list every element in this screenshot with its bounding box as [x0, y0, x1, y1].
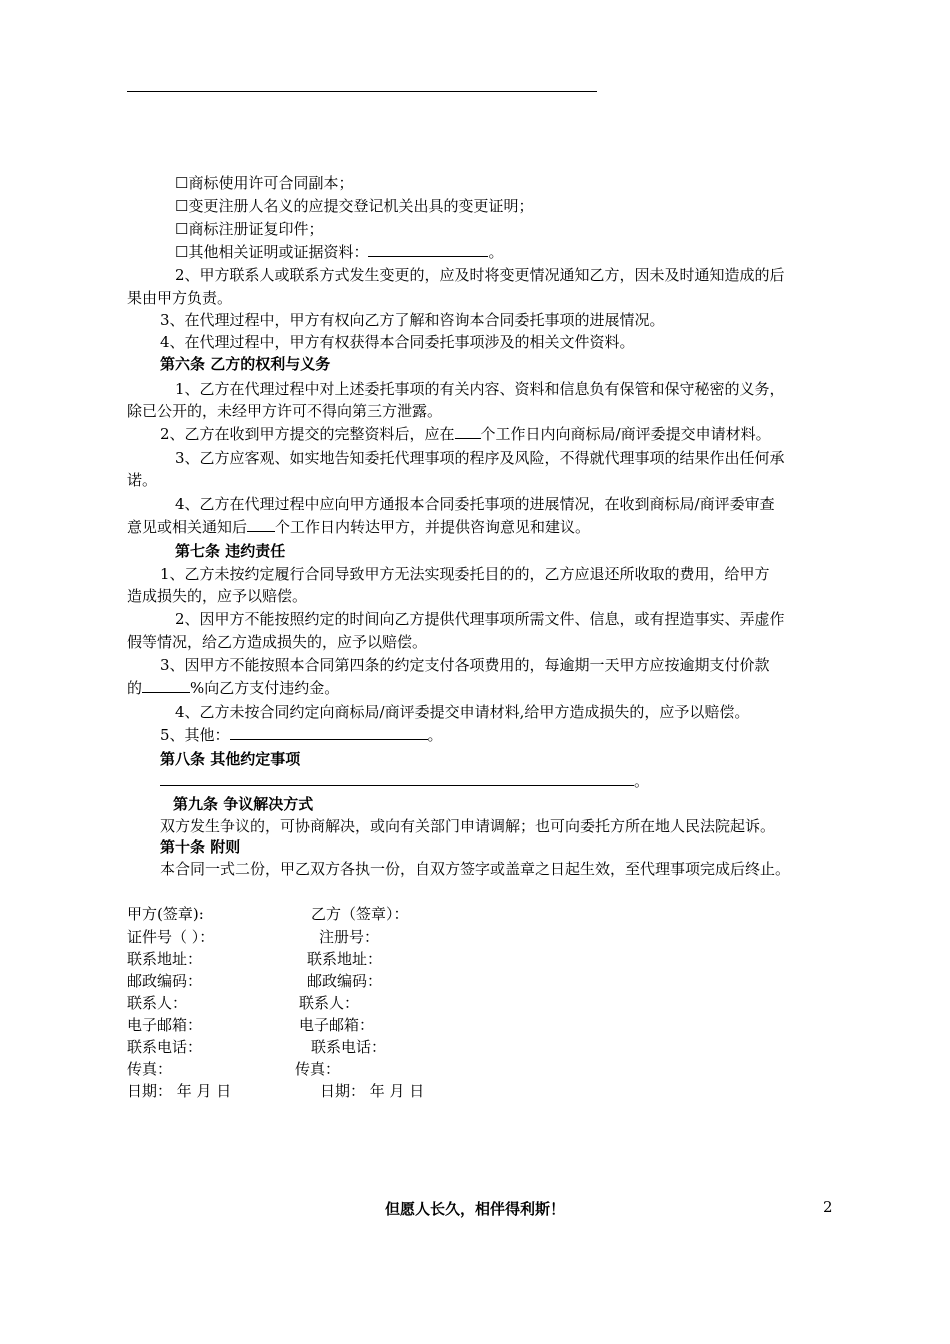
- article-heading: 第九条 争议解决方式: [173, 795, 314, 813]
- clause-text: 1、乙方未按约定履行合同导致甲方无法实现委托目的的，乙方应退还所收取的费用，给甲方: [160, 565, 770, 583]
- checklist-item-label: ☐其他相关证明或证据资料：: [175, 243, 369, 261]
- blank-line: [160, 770, 649, 792]
- party-b-date: 日期： 年 月 日: [320, 1082, 425, 1100]
- party-a-contact: 联系人：: [127, 994, 188, 1012]
- clause-text: 本合同一式二份，甲乙双方各执一份，自双方签字或盖章之日起生效，至代理事项完成后终止。: [160, 860, 791, 878]
- clause-part: 5、其他：: [160, 726, 230, 744]
- checklist-item: ☐变更注册人名义的应提交登记机关出具的变更证明；: [175, 197, 534, 215]
- period: 。: [488, 243, 504, 261]
- blank-field: [142, 678, 190, 693]
- clause-text: 诺。: [127, 471, 158, 489]
- party-b-postcode: 邮政编码：: [307, 972, 383, 990]
- party-b-email: 电子邮箱：: [299, 1016, 375, 1034]
- clause-text: 除已公开的，未经甲方许可不得向第三方泄露。: [127, 402, 443, 420]
- clause-part: 个工作日内向商标局/商评委提交申请材料。: [480, 425, 771, 443]
- party-a-email: 电子邮箱：: [127, 1016, 203, 1034]
- clause-part: 个工作日内转达甲方，并提供咨询意见和建议。: [275, 518, 591, 536]
- blank-field: [160, 771, 634, 786]
- blank-field: [230, 725, 428, 740]
- clause-text: 3、在代理过程中，甲方有权向乙方了解和咨询本合同委托事项的进展情况。: [160, 311, 665, 329]
- clause-text: [127, 516, 590, 538]
- party-b-seal: 乙方（签章）：: [311, 905, 409, 923]
- clause-text: 3、因甲方不能按照本合同第四条的约定支付各项费用的，每逾期一天甲方应按逾期支付价款: [160, 656, 770, 674]
- checklist-item: [175, 241, 503, 263]
- clause-part: 2、乙方在收到甲方提交的完整资料后，应在: [160, 425, 455, 443]
- clause-text: [127, 677, 339, 699]
- party-b-fax: 传真：: [295, 1060, 341, 1078]
- checklist-item: ☐商标注册证复印件；: [175, 220, 324, 238]
- party-a-id: 证件号（ ）：: [127, 928, 215, 946]
- clause-text: 1、乙方在代理过程中对上述委托事项的有关内容、资料和信息负有保管和保守秘密的义务，: [175, 380, 785, 398]
- party-a-date: 日期： 年 月 日: [127, 1082, 232, 1100]
- party-a-phone: 联系电话：: [127, 1038, 203, 1056]
- clause-text: 造成损失的，应予以赔偿。: [127, 587, 308, 605]
- clause-text: [160, 724, 443, 746]
- period: 。: [427, 726, 443, 744]
- party-b-reg: 注册号：: [319, 928, 380, 946]
- party-b-contact: 联系人：: [299, 994, 360, 1012]
- clause-text: 果由甲方负责。: [127, 289, 233, 307]
- clause-text: 4、乙方未按合同约定向商标局/商评委提交申请材料,给甲方造成损失的，应予以赔偿。: [175, 703, 750, 721]
- clause-text: 4、在代理过程中，甲方有权获得本合同委托事项涉及的相关文件资料。: [160, 333, 635, 351]
- clause-text: 双方发生争议的，可协商解决，或向有关部门申请调解；也可向委托方所在地人民法院起诉。: [160, 817, 776, 835]
- clause-text: 2、甲方联系人或联系方式发生变更的，应及时将变更情况通知乙方，因未及时通知造成的后: [175, 266, 785, 284]
- party-a-seal: 甲方(签章):: [127, 905, 204, 923]
- header-rule: [127, 91, 597, 92]
- clause-text: 2、因甲方不能按照约定的时间向乙方提供代理事项所需文件、信息，或有捏造事实、弄虚作: [175, 610, 785, 628]
- checklist-item: ☐商标使用许可合同副本；: [175, 174, 354, 192]
- blank-field: [368, 242, 488, 257]
- article-heading: 第八条 其他约定事项: [160, 750, 301, 768]
- clause-text: 假等情况，给乙方造成损失的，应予以赔偿。: [127, 633, 428, 651]
- clause-part: 的: [127, 679, 143, 697]
- party-a-postcode: 邮政编码：: [127, 972, 203, 990]
- clause-text: 3、乙方应客观、如实地告知委托代理事项的程序及风险，不得就代理事项的结果作出任何承: [175, 449, 785, 467]
- footer-slogan: 但愿人长久，相伴得利斯！: [384, 1200, 565, 1218]
- party-b-address: 联系地址：: [307, 950, 383, 968]
- article-heading: 第六条 乙方的权利与义务: [160, 355, 331, 373]
- blank-field: [455, 424, 481, 439]
- clause-text: 4、乙方在代理过程中应向甲方通报本合同委托事项的进展情况，在收到商标局/商评委审查: [175, 495, 775, 513]
- article-heading: 第七条 违约责任: [175, 542, 286, 560]
- clause-part: 意见或相关通知后: [127, 518, 248, 536]
- article-heading: 第十条 附则: [160, 838, 241, 856]
- clause-part: %向乙方支付违约金。: [190, 679, 340, 697]
- blank-field: [247, 517, 275, 532]
- party-a-address: 联系地址：: [127, 950, 203, 968]
- clause-text: [160, 423, 771, 445]
- period: 。: [634, 772, 650, 790]
- page-number: 2: [823, 1198, 833, 1216]
- party-b-phone: 联系电话：: [311, 1038, 387, 1056]
- party-a-fax: 传真：: [127, 1060, 173, 1078]
